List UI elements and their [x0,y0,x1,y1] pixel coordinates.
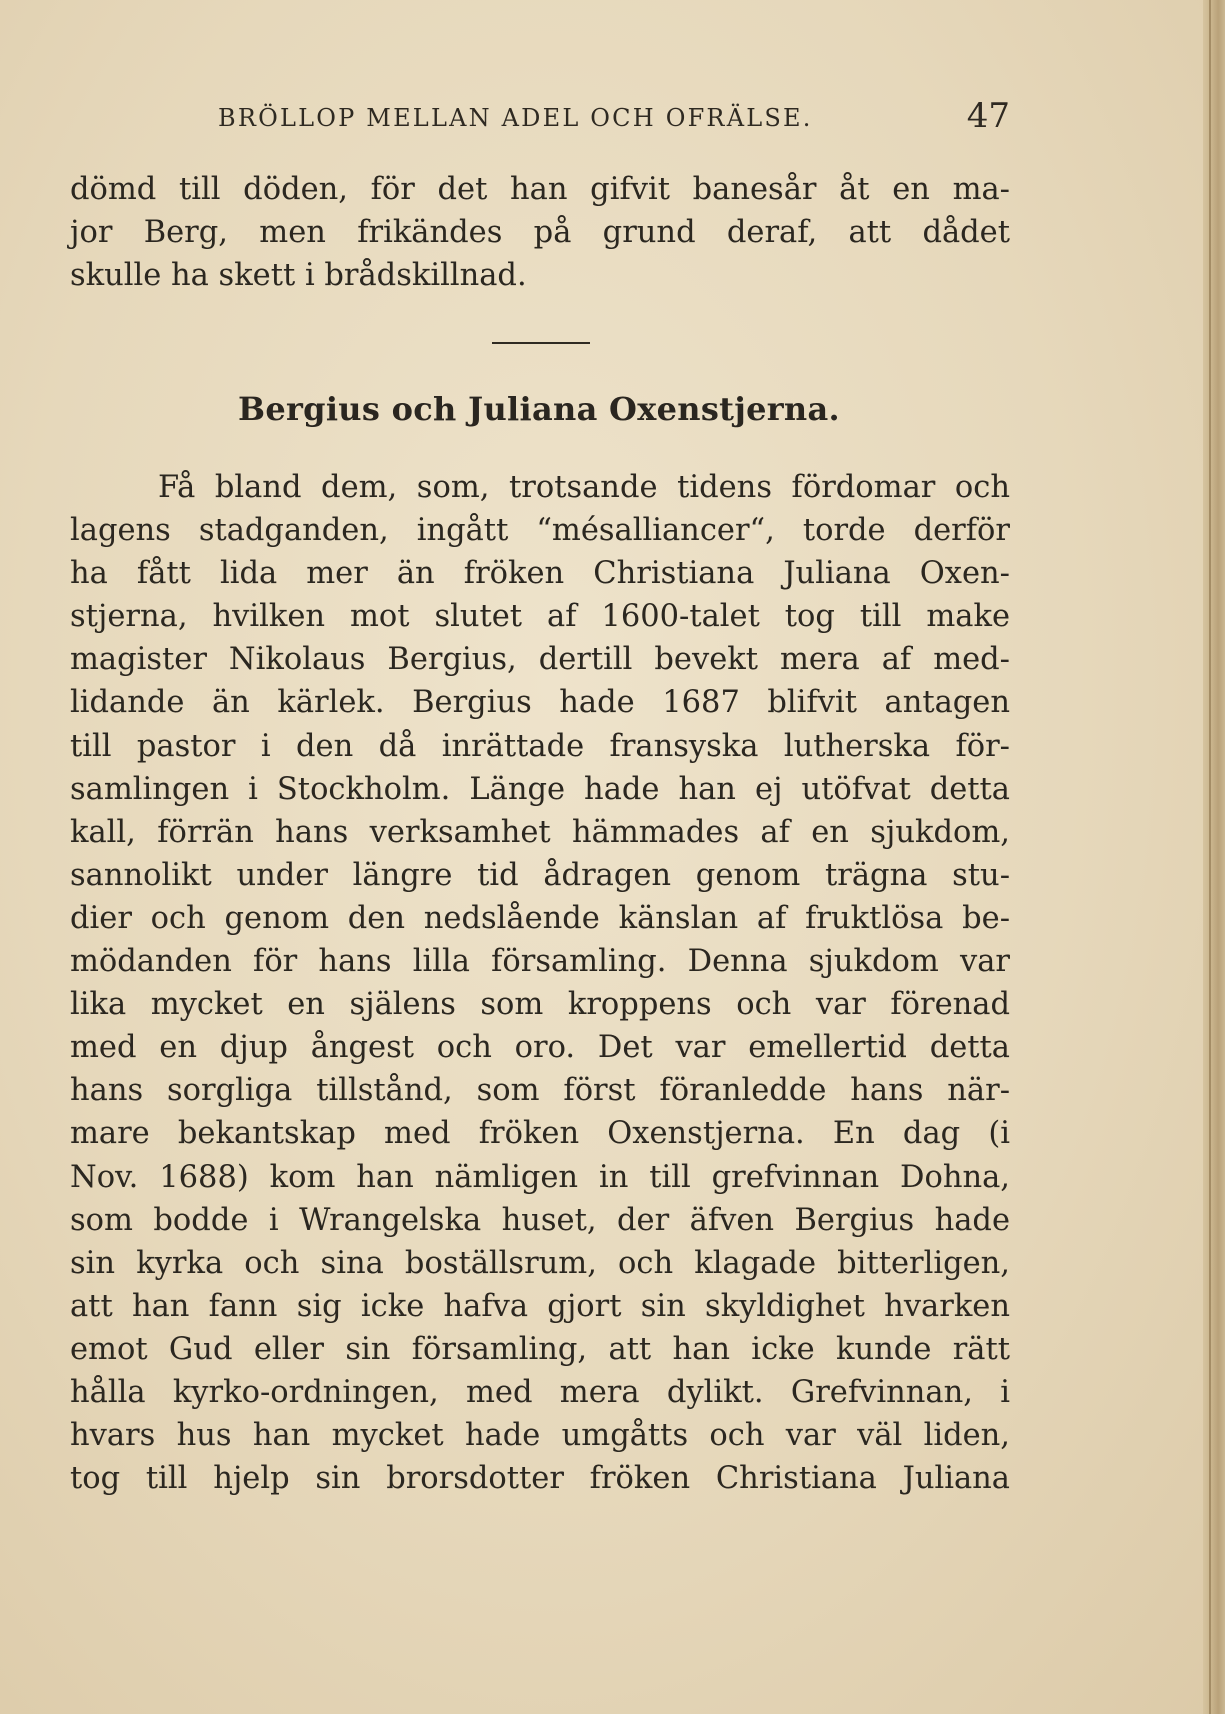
text-line: mare bekantskap med fröken Oxenstjerna. En dag (i [70,1116,1010,1152]
running-head: BRÖLLOP MELLAN ADEL OCH OFRÄLSE. [218,104,813,132]
page-gutter-line [1209,0,1211,1714]
text-line: hålla kyrko-ordningen, med mera dylikt. Grefvinnan, i [70,1374,1010,1410]
text-line: lika mycket en själens som kroppens och var förenad [70,987,1010,1023]
text-line: tog till hjelp sin brorsdotter fröken Christiana Juliana [70,1461,1010,1497]
text-line: kall, förrän hans verksamhet hämmades af en sjukdom, [70,814,1010,850]
section-divider [492,342,590,344]
text-line: stjerna, hvilken mot slutet af 1600-talet tog till make [70,599,1010,635]
text-line: att han fann sig icke hafva gjort sin skyldighet hvarken [70,1288,1010,1324]
text-line: samlingen i Stockholm. Länge hade han ej utöfvat detta [70,771,1010,807]
body-paragraph [70,466,1010,1500]
page-gutter-edge [1203,0,1225,1714]
text-line: som bodde i Wrangelska huset, der äfven Bergius hade [70,1202,1010,1238]
text-line: sin kyrka och sina boställsrum, och klagade bitterligen, [70,1245,1010,1281]
text-line: Nov. 1688) kom han nämligen in till grefvinnan Dohna, [70,1159,1010,1195]
text-line: emot Gud eller sin församling, att han icke kunde rätt [70,1331,1010,1367]
text-line: hvars hus han mycket hade umgåtts och var väl liden, [70,1418,1010,1454]
text-line: hans sorgliga tillstånd, som först föranledde hans när- [70,1073,1010,1109]
intro-paragraph [70,168,1010,297]
text-line: till pastor i den då inrättade fransyska lutherska för- [70,728,1010,764]
text-line: lagens stadganden, ingått “mésalliancer“, torde derför [70,513,1010,549]
text-line: dömd till döden, för det han gifvit banesår åt en ma- [70,172,1010,207]
text-line: sannolikt under längre tid ådragen genom trägna stu- [70,857,1010,893]
text-line: mödanden för hans lilla församling. Denna sjukdom var [70,944,1010,980]
text-line: med en djup ångest och oro. Det var emellertid detta [70,1030,1010,1066]
section-title: Bergius och Juliana Oxenstjerna. [238,390,840,428]
page-number: 47 [966,96,1010,136]
text-line: lidande än kärlek. Bergius hade 1687 blifvit antagen [70,685,1010,721]
text-line: skulle ha skett i brådskillnad. [70,258,527,294]
text-line: magister Nikolaus Bergius, dertill bevekt mera af med- [70,642,1010,678]
text-line: ha fått lida mer än fröken Christiana Juliana Oxen- [70,556,1010,592]
text-line: jor Berg, men frikändes på grund deraf, att dådet [70,215,1010,251]
page-header [70,96,1010,146]
text-line: dier och genom den nedslående känslan af fruktlösa be- [70,900,1010,936]
text-line: Få bland dem, som, trotsande tidens fördomar och [158,470,1010,505]
